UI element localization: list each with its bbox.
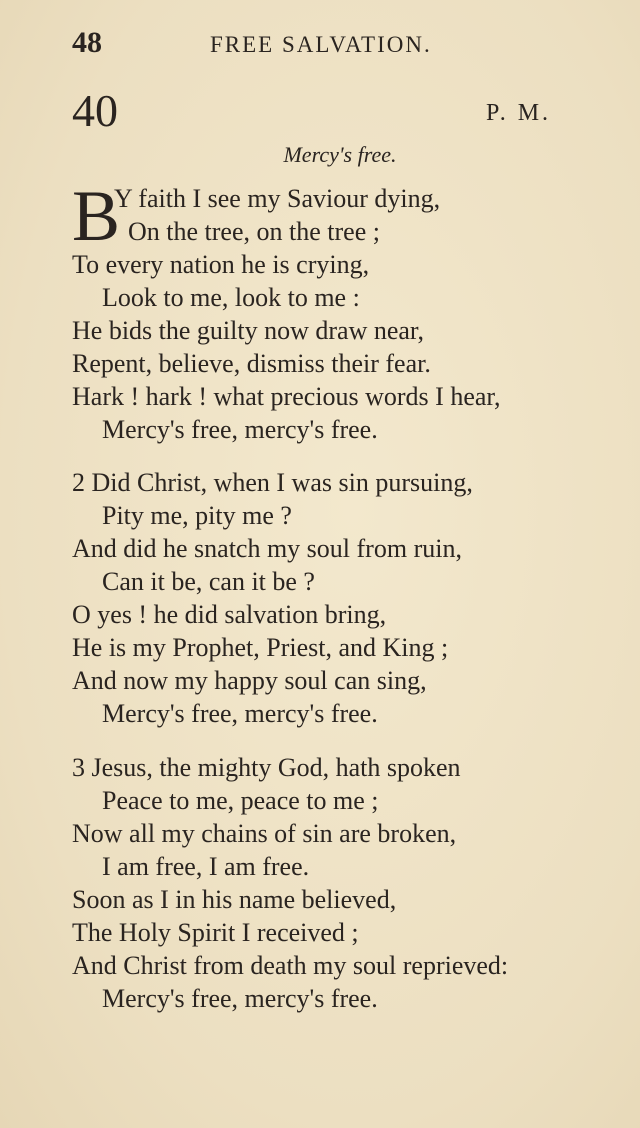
stanza-line: 3 Jesus, the mighty God, hath spoken [72,753,461,782]
stanza-line: And now my happy soul can sing, [72,666,427,695]
hymn-meter: P. M. [486,100,552,126]
stanza-line: Pity me, pity me ? [102,501,292,530]
stanza-2 [72,466,617,730]
drop-cap: B [72,176,121,256]
page-number: 48 [72,26,102,59]
stanza-line: He is my Prophet, Priest, and King ; [72,633,449,662]
stanza-line: Peace to me, peace to me ; [102,786,379,815]
stanza-line: Hark ! hark ! what precious words I hear, [72,382,501,411]
stanza-1 [72,176,617,446]
stanza-line: Mercy's free, mercy's free. [102,984,378,1013]
stanza-line: I am free, I am free. [102,852,310,881]
stanza-line: Can it be, can it be ? [102,567,315,596]
stanza-line: To every nation he is crying, [72,250,370,279]
running-head [72,26,562,66]
stanza-line: Mercy's free, mercy's free. [102,699,378,728]
stanza-line: 2 Did Christ, when I was sin pursuing, [72,468,473,497]
stanza-line: O yes ! he did salvation bring, [72,600,387,629]
stanza-line: Mercy's free, mercy's free. [102,415,378,444]
stanza-3 [72,751,617,1015]
stanza-line: Now all my chains of sin are broken, [72,819,457,848]
stanza-line: And Christ from death my soul reprieved: [72,951,509,980]
hymn-number: 40 [72,85,118,136]
stanza-line: Repent, believe, dismiss their fear. [72,349,431,378]
stanza-line: He bids the guilty now draw near, [72,316,425,345]
stanza-line: Y faith I see my Saviour dying, [114,184,441,213]
stanza-line: Soon as I in his name believed, [72,885,397,914]
stanza-line: And did he snatch my soul from ruin, [72,534,462,563]
stanza-line: The Holy Spirit I received ; [72,918,359,947]
hymn-subtitle: Mercy's free. [283,142,397,167]
running-title: FREE SALVATION. [210,32,432,57]
stanza-line: On the tree, on the tree ; [128,217,380,246]
stanza-line: Look to me, look to me : [102,283,360,312]
